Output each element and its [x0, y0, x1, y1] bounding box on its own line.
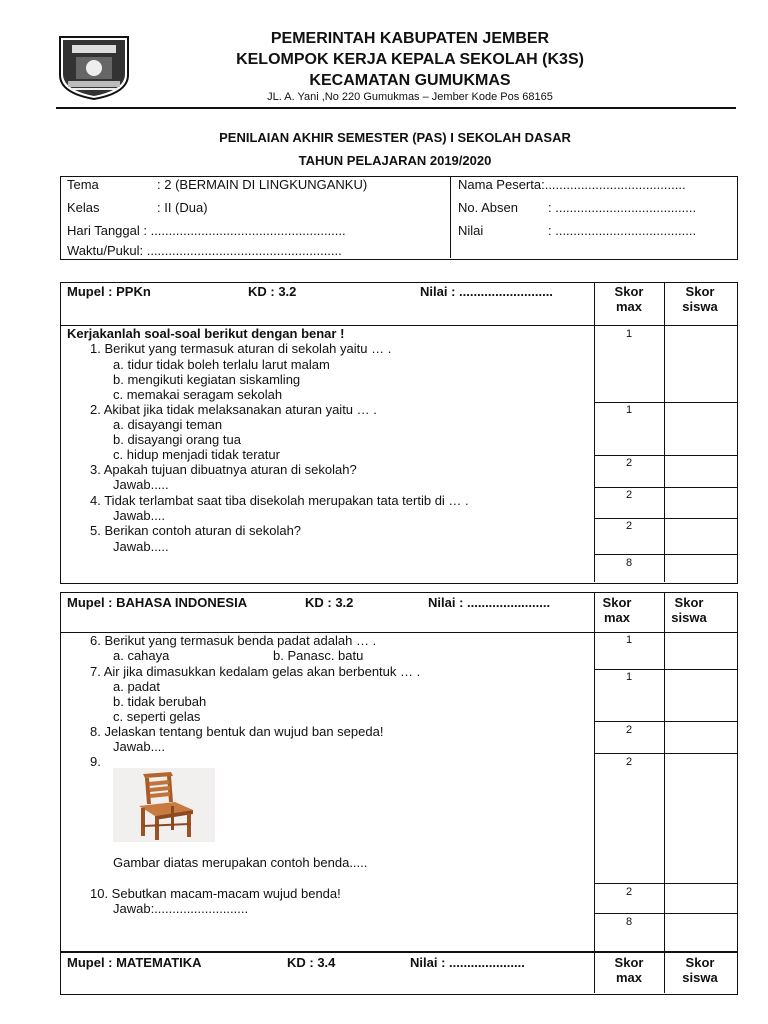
ppkn-q5: 5. Berikan contoh aturan di sekolah? [90, 523, 302, 538]
mtk-skor-max-header: Skor max [614, 955, 644, 985]
ppkn-q2c: c. hidup menjadi tidak teratur [113, 447, 280, 462]
ppkn-skor-max-header: Skor max [614, 284, 644, 314]
nilai-label: Nilai [458, 223, 484, 238]
bindo-mupel: Mupel : BAHASA INDONESIA [67, 595, 248, 610]
bindo-q7a: a. padat [113, 679, 160, 694]
nama-peserta: Nama Peserta:....................................... [458, 177, 686, 192]
bindo-q8: 8. Jelaskan tentang bentuk dan wujud ban sepeda! [90, 724, 384, 739]
mtk-mupel: Mupel : MATEMATIKA [67, 955, 202, 970]
ppkn-q1b: b. mengikuti kegiatan siskamling [113, 372, 301, 387]
tema-label: Tema [67, 177, 99, 192]
ppkn-score-q1: 1 [625, 328, 633, 340]
ppkn-q4-answer: Jawab.... [113, 508, 166, 523]
ppkn-q2a: a. disayangi teman [113, 417, 223, 432]
ppkn-score-q3: 2 [625, 457, 633, 469]
bindo-q10: 10. Sebutkan macam-macam wujud benda! [90, 886, 341, 901]
bindo-q8-answer: Jawab.... [113, 739, 166, 754]
bindo-kd: KD : 3.2 [305, 595, 354, 610]
ppkn-q1: 1. Berikut yang termasuk aturan di sekolah yaitu … . [90, 341, 392, 356]
ppkn-score-q5: 2 [625, 520, 633, 532]
ppkn-kd: KD : 3.2 [248, 284, 297, 299]
ppkn-skor-siswa-header: Skor siswa [682, 284, 718, 314]
bindo-skor-siswa-header: Skor siswa [671, 595, 707, 625]
kelas-value: : II (Dua) [157, 200, 208, 215]
ppkn-q5-answer: Jawab..... [113, 539, 169, 554]
bindo-q7: 7. Air jika dimasukkan kedalam gelas akan berbentuk … . [90, 664, 421, 679]
regency-logo [58, 35, 130, 101]
bindo-nilai: Nilai : ....................... [428, 595, 551, 610]
bindo-q6: 6. Berikut yang termasuk benda padat adalah … . [90, 633, 377, 648]
ppkn-q4: 4. Tidak terlambat saat tiba disekolah merupakan tata tertib di … . [90, 493, 469, 508]
ppkn-q2b: b. disayangi orang tua [113, 432, 241, 447]
header-line3: KECAMATAN GUMUKMAS [309, 72, 511, 89]
header-address: JL. A. Yani ,No 220 Gumukmas – Jember Kode Pos 68165 [267, 91, 553, 103]
absen-label: No. Absen [458, 200, 518, 215]
hari-tanggal: Hari Tanggal : ...................................................... [67, 223, 346, 238]
ppkn-mupel: Mupel : PPKn [67, 284, 151, 299]
mtk-skor-siswa-header: Skor siswa [682, 955, 718, 985]
ppkn-score-total: 8 [625, 557, 633, 569]
ppkn-q1a: a. tidur tidak boleh terlalu larut malam [113, 357, 330, 372]
kelas-label: Kelas [67, 200, 100, 215]
header-divider [56, 107, 736, 109]
bindo-score-total: 8 [625, 916, 633, 928]
bindo-q9: 9. [90, 754, 101, 769]
bindo-q6b: b. Panasc. batu [273, 648, 364, 663]
bindo-score-q6: 1 [625, 634, 633, 646]
bindo-score-q10: 2 [625, 886, 633, 898]
ppkn-score-q2: 1 [625, 404, 633, 416]
ppkn-instruction: Kerjakanlah soal-soal berikut dengan benar ! [67, 326, 345, 341]
ppkn-q2: 2. Akibat jika tidak melaksanakan aturan yaitu … . [90, 402, 377, 417]
bindo-q7b: b. tidak berubah [113, 694, 207, 709]
mtk-nilai: Nilai : ..................... [410, 955, 525, 970]
waktu-pukul: Waktu/Pukul: ...................................................... [67, 243, 342, 258]
bindo-q9-text: Gambar diatas merupakan contoh benda..... [113, 855, 368, 870]
nilai-value: : ....................................... [548, 223, 697, 238]
header-line2: KELOMPOK KERJA KEPALA SEKOLAH (K3S) [236, 51, 584, 68]
bindo-q7c: c. seperti gelas [113, 709, 201, 724]
absen-value: : ....................................... [548, 200, 697, 215]
ppkn-nilai: Nilai : .......................... [420, 284, 553, 299]
exam-year: TAHUN PELAJARAN 2019/2020 [298, 153, 492, 168]
bindo-skor-max-header: Skor max [602, 595, 632, 625]
bindo-q10-answer: Jawab:.......................... [113, 901, 249, 916]
ppkn-q1c: c. memakai seragam sekolah [113, 387, 283, 402]
chair-image [113, 768, 215, 842]
ppkn-q3-answer: Jawab..... [113, 477, 169, 492]
tema-value: : 2 (BERMAIN DI LINGKUNGANKU) [157, 177, 368, 192]
mtk-kd: KD : 3.4 [287, 955, 336, 970]
bindo-score-q8: 2 [625, 724, 633, 736]
ppkn-score-q4: 2 [625, 489, 633, 501]
exam-title: PENILAIAN AKHIR SEMESTER (PAS) I SEKOLAH DASAR [219, 130, 571, 145]
bindo-q6a: a. cahaya [113, 648, 170, 663]
bindo-score-q7: 1 [625, 671, 633, 683]
bindo-score-q9: 2 [625, 756, 633, 768]
ppkn-q3: 3. Apakah tujuan dibuatnya aturan di sekolah? [90, 462, 357, 477]
header-line1: PEMERINTAH KABUPATEN JEMBER [270, 30, 550, 47]
